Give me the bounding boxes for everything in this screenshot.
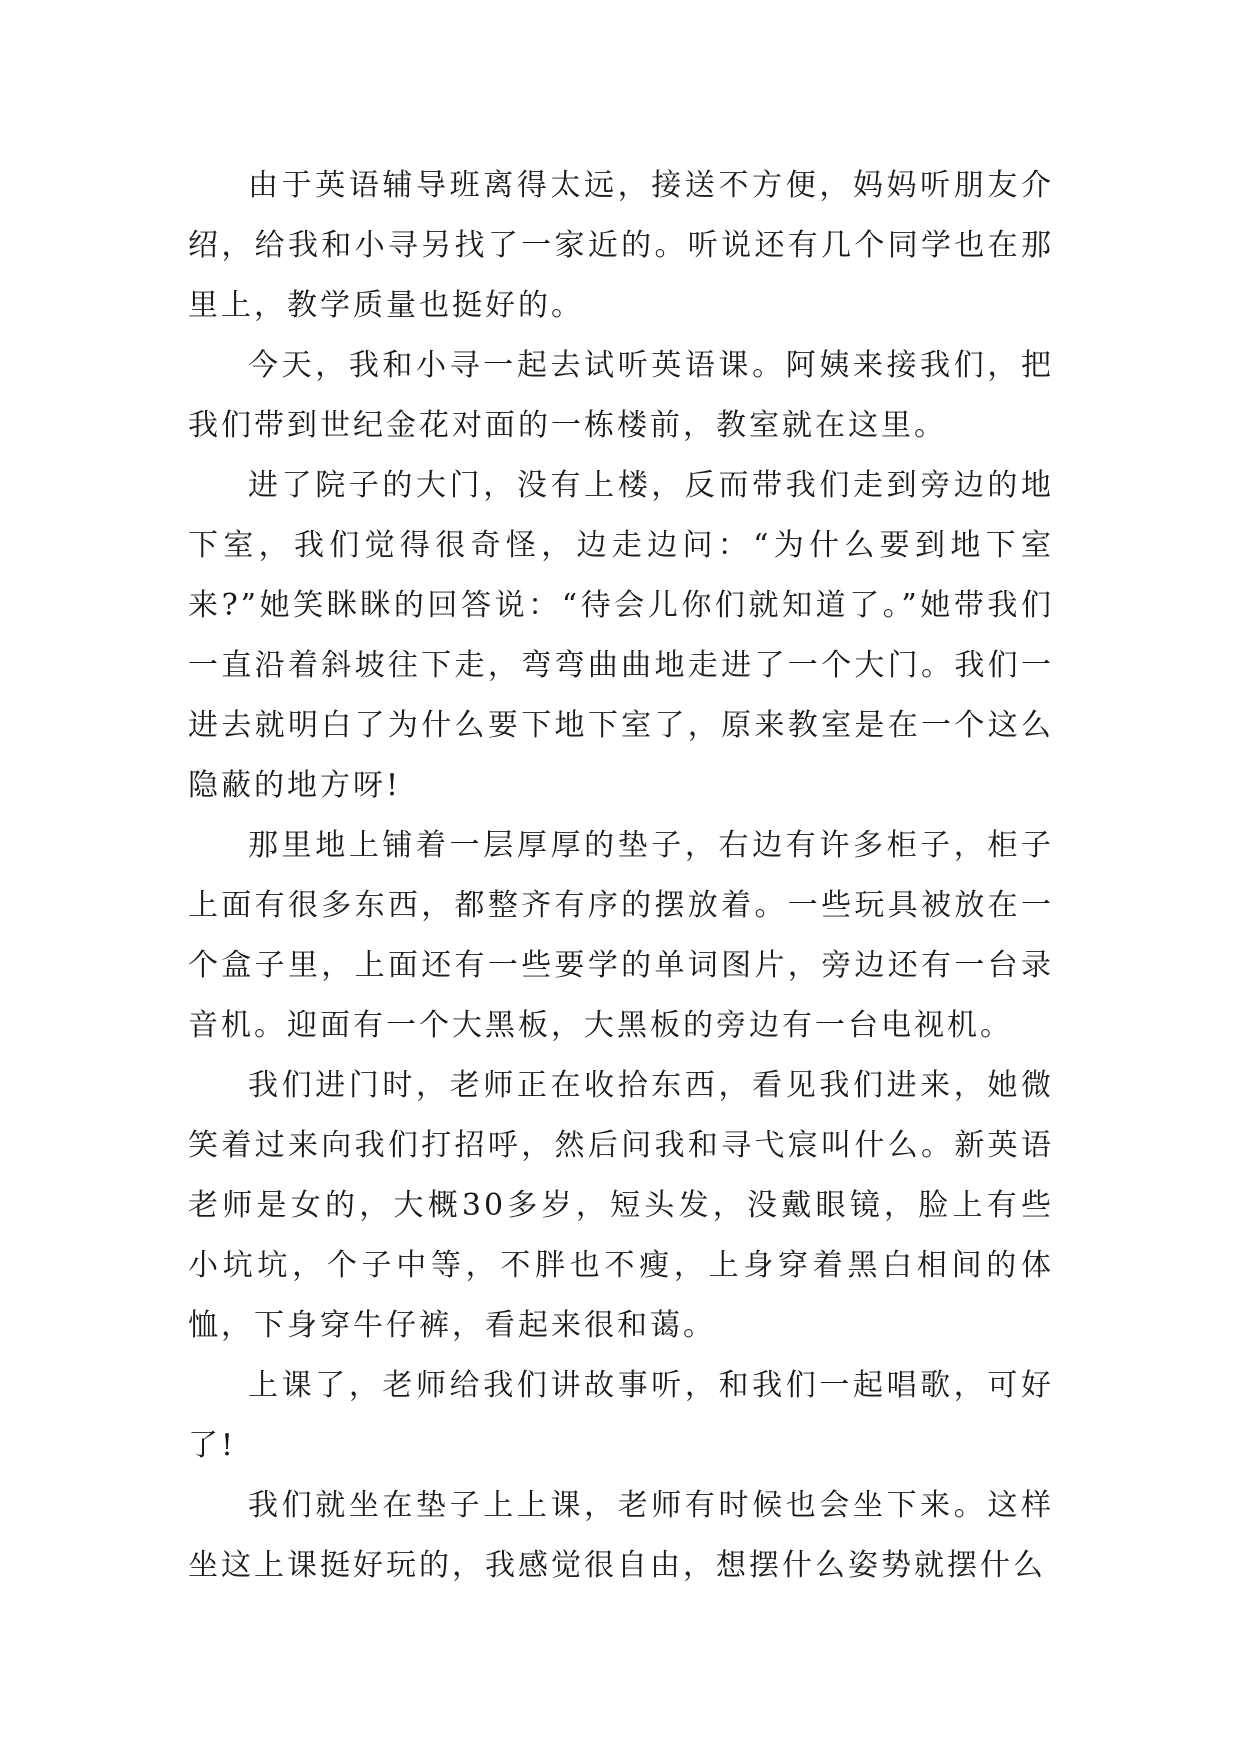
paragraph-1: 由于英语辅导班离得太远，接送不方便，妈妈听朋友介绍，给我和小寻另找了一家近的。听说还有几个同学也在那里上，教学质量也挺好的。: [188, 168, 1054, 323]
paragraph-6: 上课了，老师给我们讲故事听，和我们一起唱歌，可好了!: [188, 1368, 1054, 1463]
document-body: [188, 156, 1054, 1596]
paragraph-2: 今天，我和小寻一起去试听英语课。阿姨来接我们，把我们带到世纪金花对面的一栋楼前，教室就在这里。: [188, 348, 1054, 443]
paragraph-4: 那里地上铺着一层厚厚的垫子，右边有许多柜子，柜子上面有很多东西，都整齐有序的摆放着。一些玩具被放在一个盒子里，上面还有一些要学的单词图片，旁边还有一台录音机。迎面有一个大黑板，大黑板的旁边有一台电视机。: [188, 828, 1054, 1043]
paragraph-5: 我们进门时，老师正在收拾东西，看见我们进来，她微笑着过来向我们打招呼，然后问我和寻弋宸叫什么。新英语老师是女的，大概30多岁，短头发，没戴眼镜，脸上有些小坑坑，个子中等，不胖也不瘦，上身穿着黑白相间的体恤，下身穿牛仔裤，看起来很和蔼。: [188, 1068, 1054, 1343]
paragraph-7: 我们就坐在垫子上上课，老师有时候也会坐下来。这样坐这上课挺好玩的，我感觉很自由，想摆什么姿势就摆什么: [188, 1488, 1054, 1583]
paragraph-3: 进了院子的大门，没有上楼，反而带我们走到旁边的地下室，我们觉得很奇怪，边走边问：“为什么要到地下室来?”她笑眯眯的回答说：“待会儿你们就知道了。”她带我们一直沿着斜坡往下走，弯弯曲曲地走进了一个大门。我们一进去就明白了为什么要下地下室了，原来教室是在一个这么隐蔽的地方呀!: [188, 468, 1054, 803]
